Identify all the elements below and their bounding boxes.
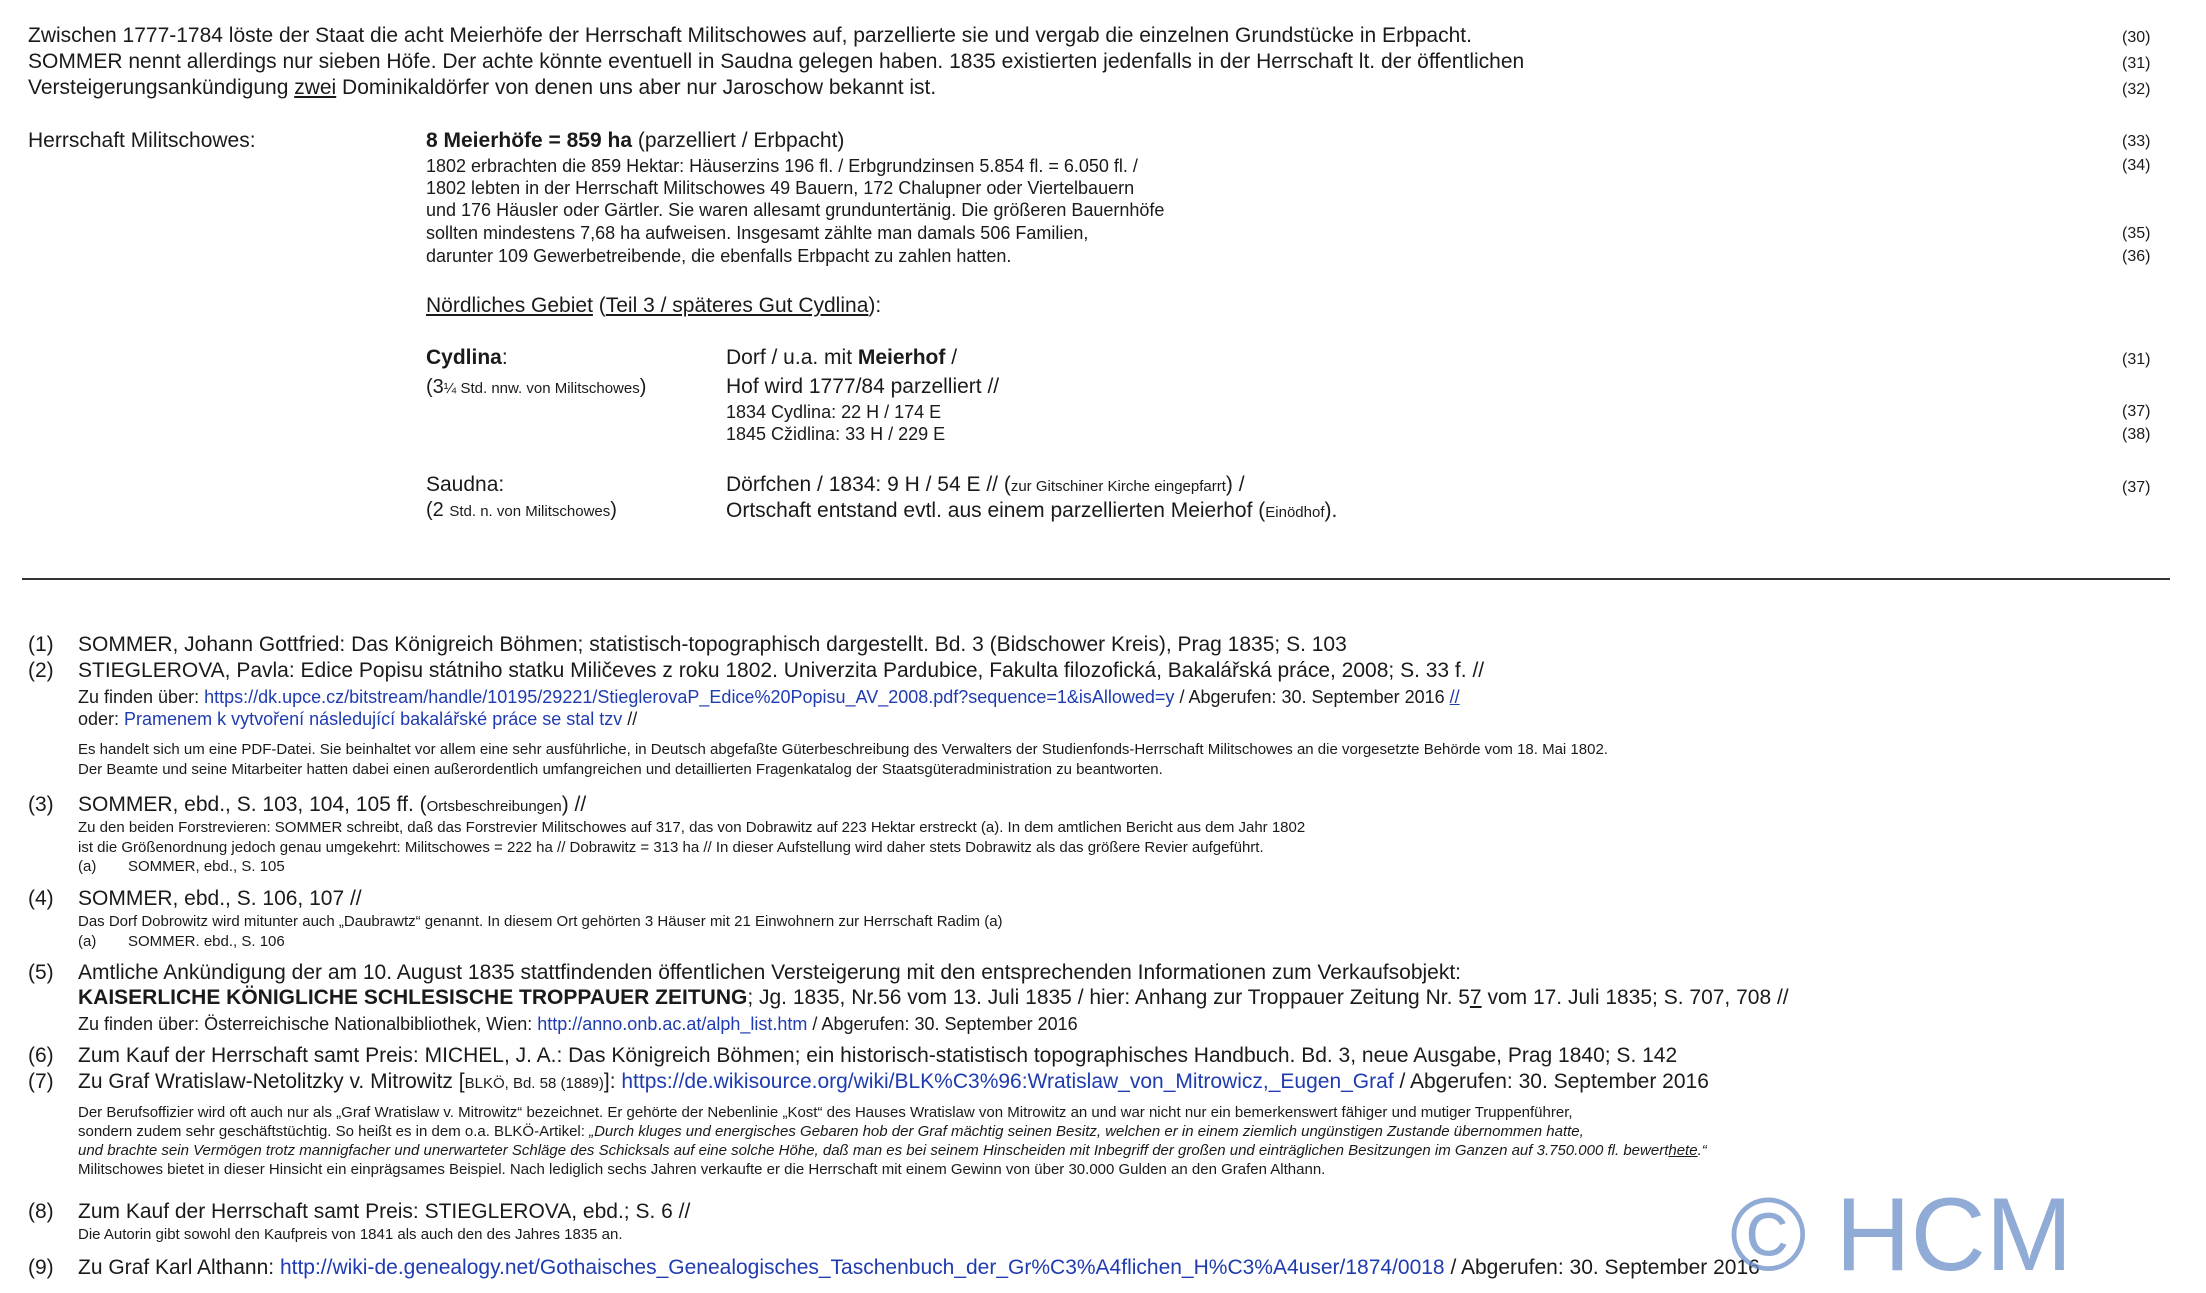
herrschaft-line: sollten mindestens 7,68 ha aufweisen. Insgesamt zählte man damals 506 Familien, — [426, 223, 1089, 243]
place-name-cydlina: Cydlina: — [426, 346, 508, 369]
footnote-sub-text: SOMMER, ebd., S. 105 — [128, 858, 285, 875]
source-ref: (34) — [2122, 157, 2151, 174]
footnote-note: sondern zudem sehr geschäftstüchtig. So heißt es in dem o.a. BLKÖ-Artikel: „Durch kluges und energisches Gebaren hob der Graf mächtig seinen Besitz, welchen er in einem ziemlich ungünstigen Zustande übernommen hatte, — [78, 1123, 1584, 1140]
source-ref: (36) — [2122, 248, 2151, 265]
footnote-note: Zu den beiden Forstrevieren: SOMMER schreibt, daß das Forstrevier Militschowes auf 317, das von Dobrawitz auf 223 Hektar erstreckt (a). In dem amtlichen Bericht aus dem Jahr 1802 — [78, 819, 1306, 836]
source-ref: (37) — [2122, 479, 2151, 496]
source-ref: (32) — [2122, 81, 2151, 98]
source-ref: (37) — [2122, 403, 2151, 420]
saudna-desc: Dörfchen / 1834: 9 H / 54 E // (zur Gitschiner Kirche eingepfarrt) / — [726, 473, 1245, 496]
section-heading-north: Nördliches Gebiet (Teil 3 / späteres Gut Cydlina): — [426, 294, 882, 317]
footnote-note: Die Autorin gibt sowohl den Kaufpreis von 1841 als auch den des Jahres 1835 an. — [78, 1226, 623, 1243]
footnote-note: Es handelt sich um eine PDF-Datei. Sie beinhaltet vor allem eine sehr ausführliche, in Deutsch abgefaßte Güterbeschreibung des Verwalters der Studienfonds-Herrschaft Militschowes an die vorgesetzte Behörde vom 18. Mai 1802. — [78, 741, 1608, 758]
footnote-oder-line: oder: Pramenem k vytvoření následující bakalářské práce se stal tzv // — [78, 709, 638, 729]
source-link[interactable]: https://dk.upce.cz/bitstream/handle/10195/29221/StieglerovaP_Edice%20Popisu_AV_2008.pdf?sequence=1&isAllowed=y — [204, 687, 1175, 707]
place-name-saudna: Saudna: — [426, 473, 505, 496]
saudna-desc: Ortschaft entstand evtl. aus einem parzellierten Meierhof (Einödhof). — [726, 499, 1338, 522]
intro-line-1: Zwischen 1777-1784 löste der Staat die acht Meierhöfe der Herrschaft Militschowes auf, parzellierte sie und vergab die einzelnen Grundstücke in Erbpacht. — [28, 24, 1472, 47]
herrschaft-line: 1802 lebten in der Herrschaft Militschowes 49 Bauern, 172 Chalupner oder Viertelbauern — [426, 178, 1135, 198]
source-ref: (31) — [2122, 351, 2151, 368]
footnote-text: SOMMER, ebd., S. 106, 107 // — [78, 887, 362, 910]
footnote-number: (3) — [28, 793, 54, 816]
herrschaft-heading: 8 Meierhöfe = 859 ha (parzelliert / Erbpacht) — [426, 129, 845, 152]
footnote-text: Zum Kauf der Herrschaft samt Preis: MICHEL, J. A.: Das Königreich Böhmen; ein historisch-statistisch topographisches Handbuch. Bd. 3, neue Ausgabe, Prag 1840; S. 142 — [78, 1044, 1678, 1067]
place-sub-saudna: (2 Std. n. von Militschowes) — [426, 499, 617, 521]
footnote-note: Militschowes bietet in dieser Hinsicht ein einprägsames Beispiel. Nach lediglich sechs Jahren verkaufte er die Herrschaft mit einem Gewinn von über 30.000 Gulden an den Grafen Althann. — [78, 1161, 1326, 1178]
footnote-sub-label: (a) — [78, 933, 97, 950]
footnote-number: (1) — [28, 633, 54, 656]
footnote-number: (2) — [28, 659, 54, 682]
footnote-number: (4) — [28, 887, 54, 910]
source-ref: (35) — [2122, 225, 2151, 242]
footnote-note: Das Dorf Dobrowitz wird mitunter auch „Daubrawtz“ genannt. In diesem Ort gehörten 3 Häuser mit 21 Einwohnern zur Herrschaft Radim (a) — [78, 913, 1003, 930]
herrschaft-line: darunter 109 Gewerbetreibende, die ebenfalls Erbpacht zu zahlen hatten. — [426, 246, 1012, 266]
cydlina-desc: 1834 Cydlina: 22 H / 174 E — [726, 402, 942, 422]
footnote-sub-text: SOMMER. ebd., S. 106 — [128, 933, 285, 950]
herrschaft-line: und 176 Häusler oder Gärtler. Sie waren allesamt grunduntertänig. Die größeren Bauernhöfe — [426, 200, 1165, 220]
footnote-text: SOMMER, ebd., S. 103, 104, 105 ff. (Ortsbeschreibungen) // — [78, 793, 587, 816]
oder-link[interactable]: Pramenem k vytvoření následující bakalářské práce se stal tzv — [124, 709, 623, 729]
footnote-source-line: Zu finden über: https://dk.upce.cz/bitstream/handle/10195/29221/StieglerovaP_Edice%20Popisu_AV_2008.pdf?sequence=1&isAllowed=y / Abgerufen: 30. September 2016 // — [78, 687, 1460, 707]
source-link[interactable]: https://de.wikisource.org/wiki/BLK%C3%96:Wratislaw_von_Mitrowicz,_Eugen_Graf — [621, 1070, 1394, 1093]
footnote-number: (6) — [28, 1044, 54, 1067]
footnote-number: (5) — [28, 961, 54, 984]
footnote-text: SOMMER, Johann Gottfried: Das Königreich Böhmen; statistisch-topographisch dargestellt. Bd. 3 (Bidschower Kreis), Prag 1835; S. 103 — [78, 633, 1347, 656]
source-ref: (33) — [2122, 133, 2151, 150]
footnote-note: und brachte sein Vermögen trotz mannigfacher und unerwarteter Schläge des Schicksals auf eine solche Höhe, daß man es bei seinem Hinscheiden mit Inbegriff der großen und einträglichen Besitzungen im Ganzen auf 3.750.000 fl. bewerthete.“ — [78, 1142, 1707, 1159]
source-ref: (30) — [2122, 29, 2151, 46]
footnote-text: STIEGLEROVA, Pavla: Edice Popisu státniho statku Miličeves z roku 1802. Univerzita Pardubice, Fakulta filozofická, Bakalářská práce, 2008; S. 33 f. // — [78, 659, 1485, 682]
source-ref: (38) — [2122, 426, 2151, 443]
source-ref: (31) — [2122, 55, 2151, 72]
place-sub-cydlina: (3¼ Std. nnw. von Militschowes) — [426, 376, 647, 398]
footnote-text: Zu Graf Wratislaw-Netolitzky v. Mitrowitz [BLKÖ, Bd. 58 (1889)]: https://de.wikisource.org/wiki/BLK%C3%96:Wratislaw_von_Mitrowicz,_Eugen_Graf / Abgerufen: 30. September 2016 — [78, 1070, 1709, 1093]
footnote-title-line: KAISERLICHE KÖNIGLICHE SCHLESISCHE TROPPAUER ZEITUNG; Jg. 1835, Nr.56 vom 13. Juli 1835 / hier: Anhang zur Troppauer Zeitung Nr. 57 vom 17. Juli 1835; S. 707, 708 // — [78, 986, 1789, 1009]
herrschaft-line: 1802 erbrachten die 859 Hektar: Häuserzins 196 fl. / Erbgrundzinsen 5.854 fl. = 6.050 fl. / — [426, 156, 1138, 176]
cydlina-desc: Dorf / u.a. mit Meierhof / — [726, 346, 958, 369]
footnote-divider — [22, 578, 2170, 580]
cydlina-desc: 1845 Cžidlina: 33 H / 229 E — [726, 424, 946, 444]
footnote-text: Zu Graf Karl Althann: http://wiki-de.genealogy.net/Gothaisches_Genealogisches_Taschenbuch_der_Gr%C3%A4flichen_H%C3%A4user/1874/0018 / Abgerufen: 30. September 2016 — [78, 1256, 1760, 1279]
source-link[interactable]: http://anno.onb.ac.at/alph_list.htm — [537, 1014, 808, 1034]
source-link-tail[interactable]: // — [1449, 687, 1460, 707]
footnote-note: ist die Größenordnung jedoch genau umgekehrt: Militschowes = 222 ha // Dobrawitz = 313 ha // In dieser Aufstellung wird daher stets Dobrawitz als das größere Revier aufgeführt. — [78, 839, 1264, 856]
footnote-text: Zum Kauf der Herrschaft samt Preis: STIEGLEROVA, ebd.; S. 6 // — [78, 1200, 691, 1223]
footnote-number: (9) — [28, 1256, 54, 1279]
herrschaft-label: Herrschaft Militschowes: — [28, 129, 256, 152]
footnote-sub-label: (a) — [78, 858, 97, 875]
cydlina-desc: Hof wird 1777/84 parzelliert // — [726, 375, 1000, 398]
footnote-text: Amtliche Ankündigung der am 10. August 1835 stattfindenden öffentlichen Versteigerung mit den entsprechenden Informationen zum Verkaufsobjekt: — [78, 961, 1462, 984]
source-link[interactable]: http://wiki-de.genealogy.net/Gothaisches_Genealogisches_Taschenbuch_der_Gr%C3%A4flichen_H%C3%A4user/1874/0018 — [279, 1256, 1445, 1279]
footnote-source-line: Zu finden über: Österreichische Nationalbibliothek, Wien: http://anno.onb.ac.at/alph_list.htm / Abgerufen: 30. September 2016 — [78, 1014, 1078, 1034]
copyright-watermark: © HCM — [1730, 1177, 2073, 1293]
footnote-number: (8) — [28, 1200, 54, 1223]
intro-line-2: SOMMER nennt allerdings nur sieben Höfe. Der achte könnte eventuell in Saudna gelegen haben. 1835 existierten jedenfalls in der Herrschaft lt. der öffentlichen — [28, 50, 1525, 73]
intro-line-3: Versteigerungsankündigung zwei Dominikaldörfer von denen uns aber nur Jaroschow bekannt ist. — [28, 76, 937, 99]
footnote-number: (7) — [28, 1070, 54, 1093]
footnote-note: Der Beamte und seine Mitarbeiter hatten dabei einen außerordentlich umfangreichen und detaillierten Fragenkatalog der Staatsgüteradministration zu beantworten. — [78, 761, 1163, 778]
footnote-note: Der Berufsoffizier wird oft auch nur als „Graf Wratislaw v. Mitrowitz“ bezeichnet. Er gehörte der Nebenlinie „Kost“ des Hauses Wratislaw von Mitrowitz an und war nicht nur ein bemerkenswert fähiger und mutiger Truppenführer, — [78, 1104, 1573, 1121]
